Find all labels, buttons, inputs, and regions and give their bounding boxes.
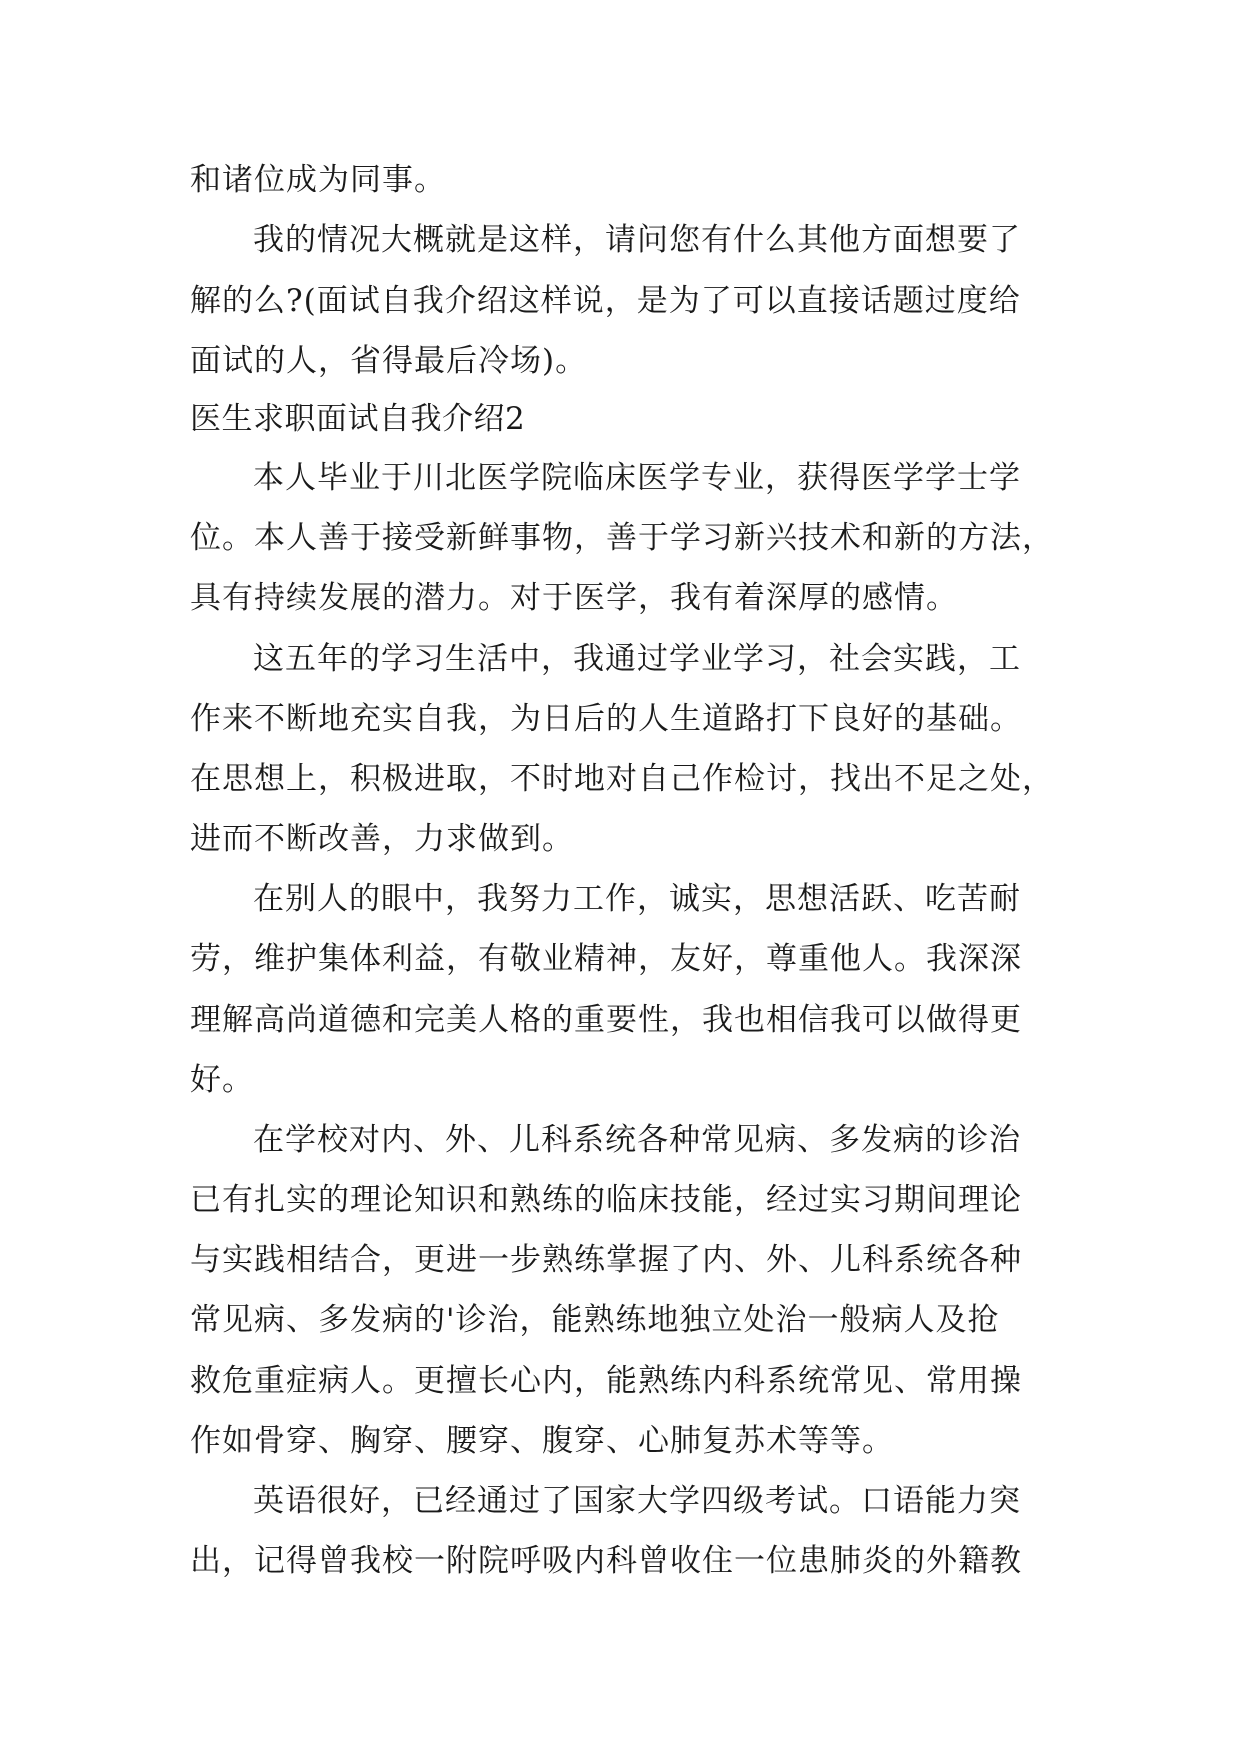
text-line: 出，记得曾我校一附院呼吸内科曾收住一位患肺炎的外籍教 [190,1543,1022,1579]
text-line: 面试的人，省得最后冷场)。 [190,343,588,379]
text-line: 和诸位成为同事。 [190,162,446,198]
paragraph-first-line: 本人毕业于川北医学院临床医学专业，获得医学学士学 [253,460,1021,496]
text-line: 劳，维护集体利益，有敬业精神，友好，尊重他人。我深深 [190,941,1022,977]
text-line: 进而不断改善，力求做到。 [190,821,574,857]
text-line: 已有扎实的理论知识和熟练的临床技能，经过实习期间理论 [190,1182,1022,1218]
paragraph-first-line: 英语很好，已经通过了国家大学四级考试。口语能力突 [253,1483,1021,1519]
text-line: 与实践相结合，更进一步熟练掌握了内、外、儿科系统各种 [190,1242,1022,1278]
text-line: 救危重症病人。更擅长心内，能熟练内科系统常见、常用操 [190,1363,1022,1399]
text-line: 作如骨穿、胸穿、腰穿、腹穿、心肺复苏术等等。 [190,1423,894,1459]
text-line: 好。 [190,1062,254,1098]
text-line: 解的么?(面试自我介绍这样说，是为了可以直接话题过度给 [190,283,1021,319]
paragraph-first-line: 在学校对内、外、儿科系统各种常见病、多发病的诊治 [253,1122,1021,1158]
section-heading: 医生求职面试自我介绍2 [190,401,526,437]
text-line: 在思想上，积极进取，不时地对自己作检讨，找出不足之处， [190,761,1054,797]
paragraph-first-line: 在别人的眼中，我努力工作，诚实，思想活跃、吃苦耐 [253,881,1021,917]
paragraph-first-line: 这五年的学习生活中，我通过学业学习，社会实践，工 [253,641,1021,677]
text-line: 具有持续发展的潜力。对于医学，我有着深厚的感情。 [190,580,958,616]
text-line: 作来不断地充实自我，为日后的人生道路打下良好的基础。 [190,701,1022,737]
paragraph-first-line: 我的情况大概就是这样，请问您有什么其他方面想要了 [253,222,1021,258]
text-line: 位。本人善于接受新鲜事物，善于学习新兴技术和新的方法， [190,520,1054,556]
text-line: 理解高尚道德和完美人格的重要性，我也相信我可以做得更 [190,1002,1022,1038]
text-line: 常见病、多发病的'诊治，能熟练地独立处治一般病人及抢 [190,1302,1000,1338]
